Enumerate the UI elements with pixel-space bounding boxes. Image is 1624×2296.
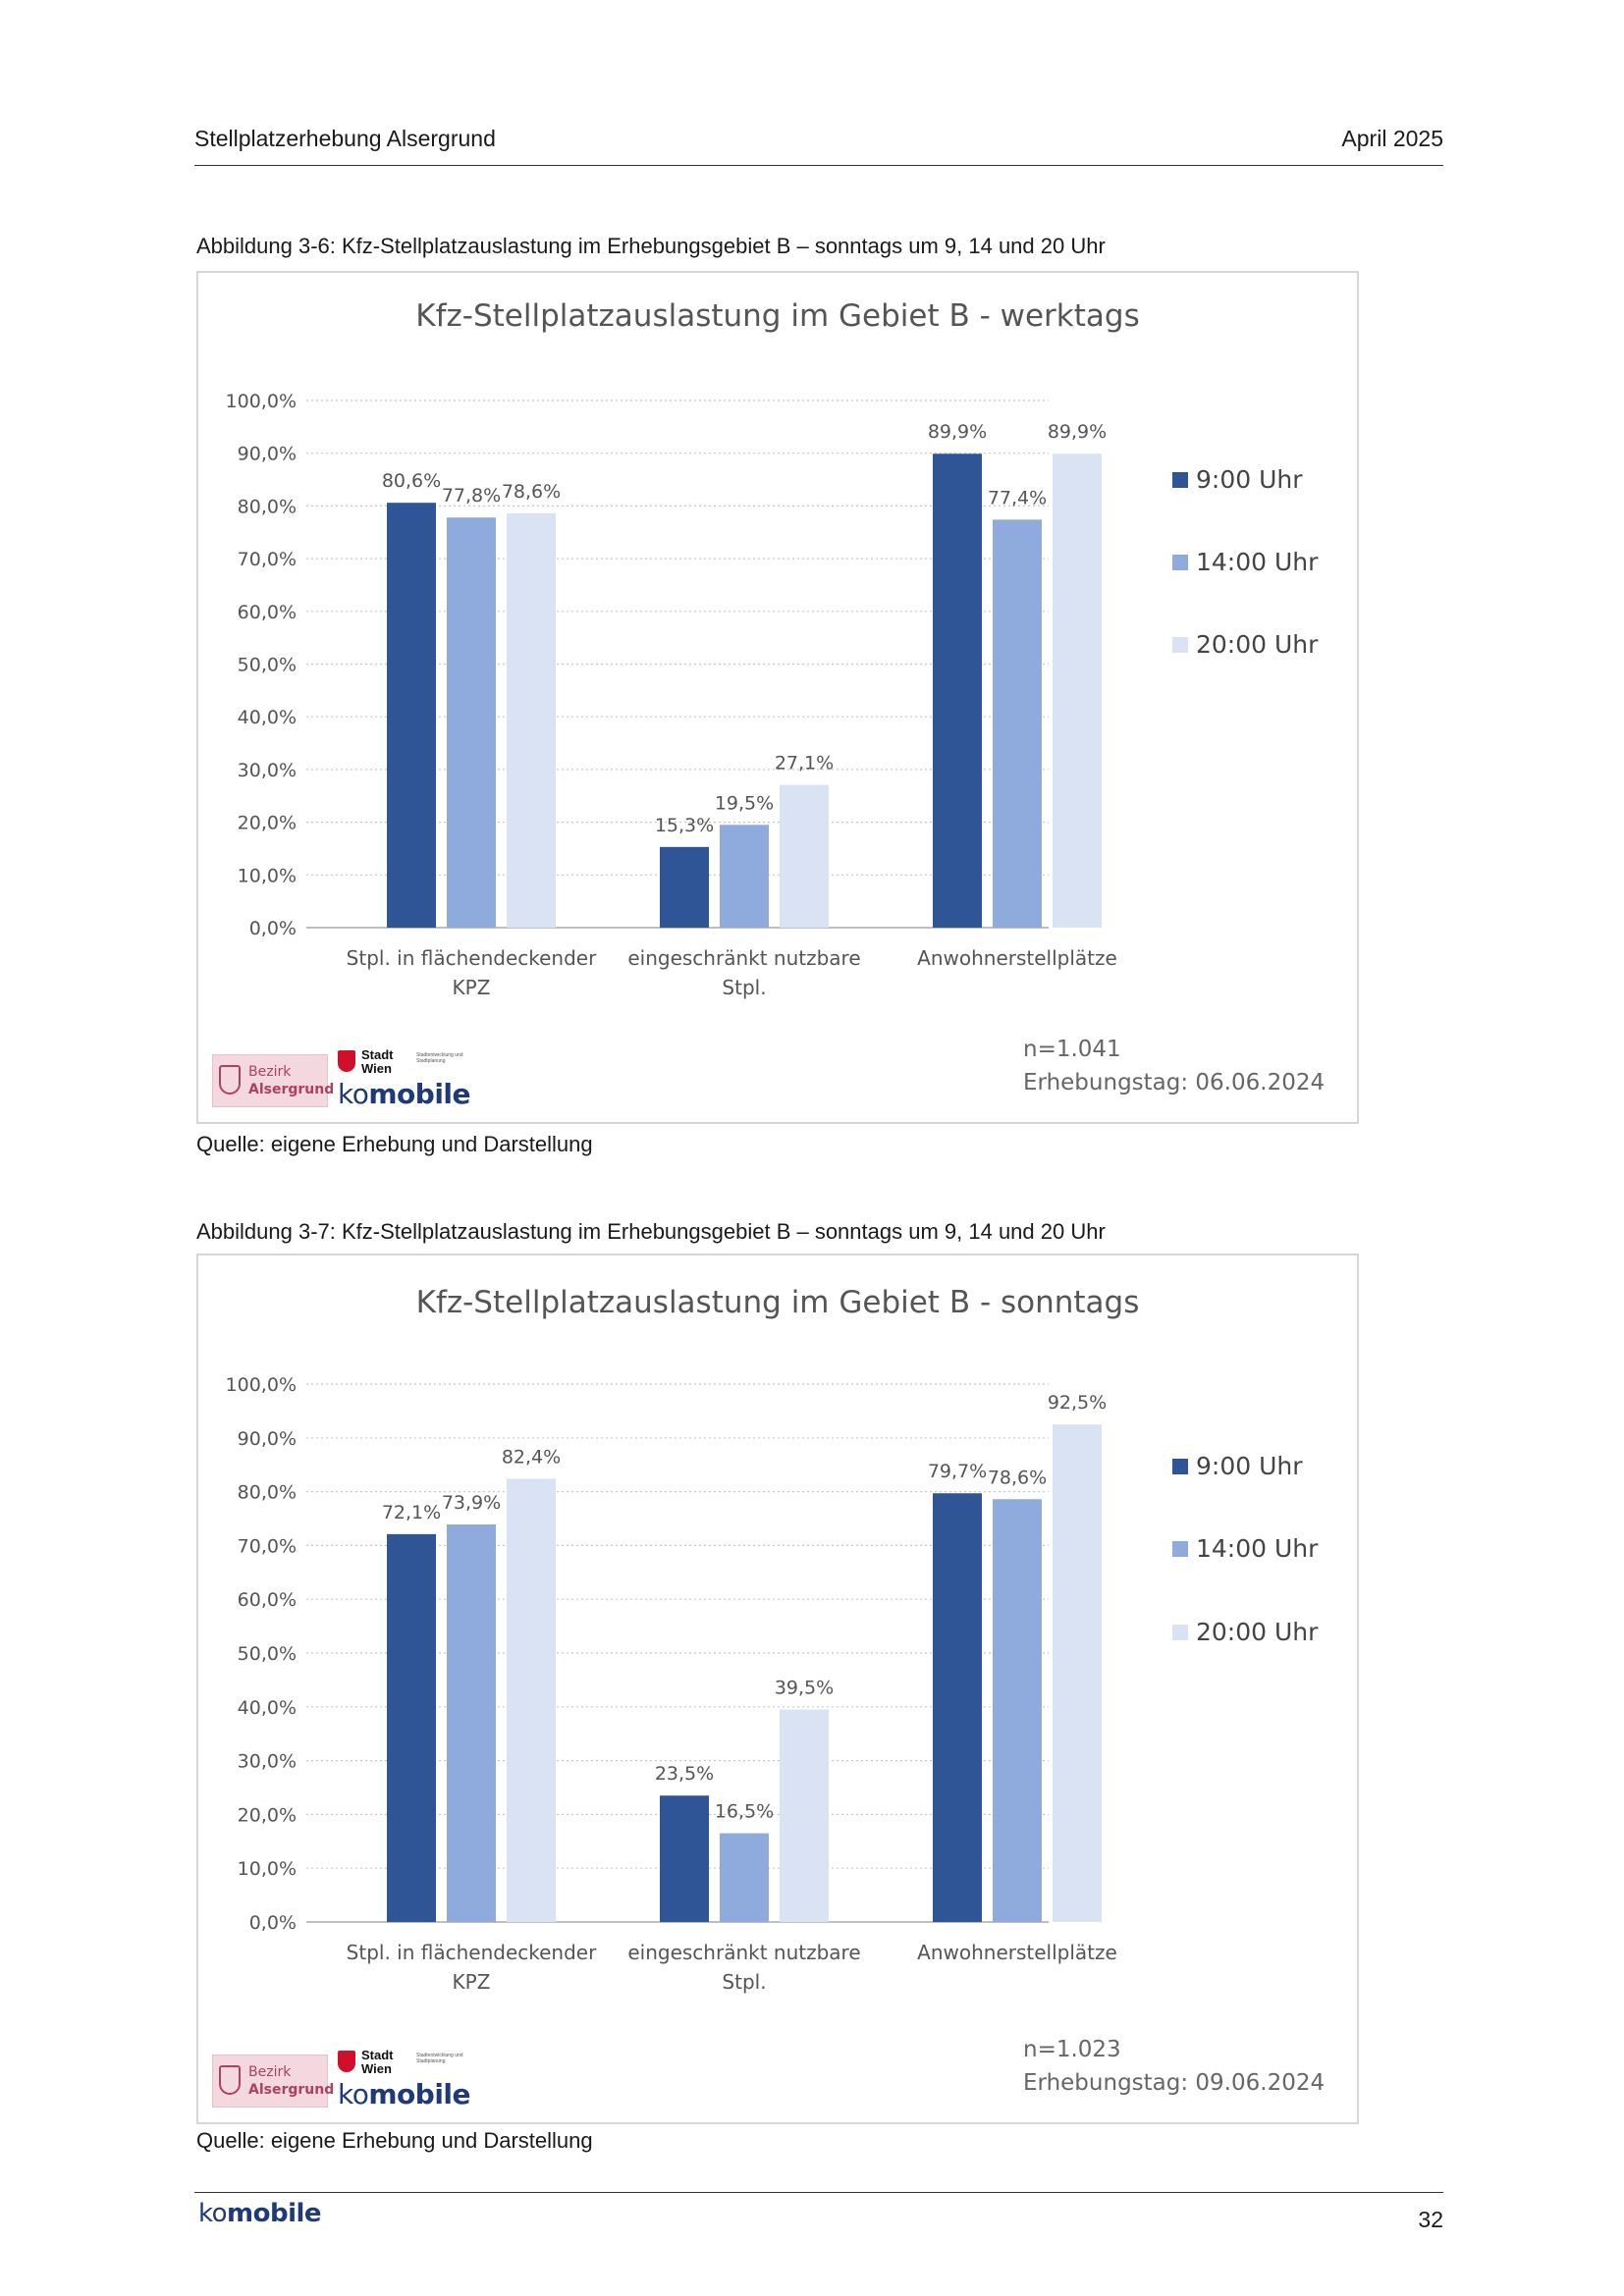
bar (660, 847, 709, 928)
bar (660, 1795, 709, 1922)
logo-group (212, 1048, 497, 1109)
survey-date: Erhebungstag: 06.06.2024 (1023, 1070, 1326, 1095)
legend-swatch (1172, 1459, 1188, 1474)
stadt-wien-logo: Stadt Wien Stadtentwicklung und Stadtplanung (338, 2049, 475, 2078)
wien-shield-icon (338, 2051, 355, 2072)
stadt-wien-logo: Stadt Wien Stadtentwicklung und Stadtplanung (338, 1048, 475, 1078)
survey-date: Erhebungstag: 09.06.2024 (1023, 2070, 1326, 2096)
y-tick-label: 40,0% (237, 1696, 297, 1719)
legend-label: 9:00 Uhr (1196, 465, 1303, 494)
figure-caption-2: Abbildung 3-7: Kfz-Stellplatzauslastung im Erhebungsgebiet B – sonntags um 9, 14 und 20 Uhr (196, 1219, 1106, 1244)
bar (387, 503, 436, 928)
data-label: 73,9% (441, 1492, 502, 1515)
bezirk-alsergrund-logo: Bezirk Alsergrund (212, 2055, 328, 2108)
data-label: 19,5% (714, 792, 775, 815)
sample-size: n=1.023 (1023, 2037, 1121, 2062)
y-tick-label: 0,0% (248, 1912, 297, 1934)
data-label: 80,6% (381, 470, 442, 493)
y-tick-label: 10,0% (237, 1858, 297, 1881)
category-label: KPZ (452, 1970, 491, 1994)
y-tick-label: 20,0% (237, 1804, 297, 1827)
data-label: 82,4% (501, 1446, 562, 1468)
category-label: Anwohnerstellplätze (917, 1941, 1117, 1964)
legend-swatch (1172, 472, 1188, 488)
y-tick-label: 100,0% (225, 391, 297, 412)
bar (780, 784, 829, 928)
page-header (194, 122, 1443, 166)
data-label: 16,5% (714, 1800, 775, 1823)
bar (447, 1524, 496, 1922)
y-tick-label: 40,0% (237, 707, 297, 729)
document-title: Stellplatzerhebung Alsergrund (194, 126, 496, 151)
y-tick-label: 30,0% (237, 759, 297, 781)
logo-group (212, 2049, 497, 2109)
y-tick-label: 20,0% (237, 812, 297, 834)
y-tick-label: 30,0% (237, 1750, 297, 1773)
footer-rule (194, 2192, 1443, 2193)
figure-source-2: Quelle: eigene Erhebung und Darstellung (196, 2128, 593, 2153)
data-label: 78,6% (987, 1467, 1048, 1489)
sample-size: n=1.041 (1023, 1037, 1121, 1062)
bar (1053, 454, 1102, 928)
data-label: 77,8% (441, 485, 502, 507)
footer-komobile-logo: komobile (198, 2199, 322, 2228)
komobile-logo: komobile (338, 1078, 470, 1110)
data-label: 89,9% (927, 421, 988, 444)
category-label: eingeschränkt nutzbare (627, 946, 861, 970)
bar (720, 825, 769, 928)
bar (387, 1534, 436, 1922)
category-label: Stpl. (722, 1970, 767, 1994)
y-tick-label: 50,0% (237, 1643, 297, 1665)
y-tick-label: 50,0% (237, 654, 297, 676)
crest-icon (219, 1065, 241, 1095)
bar (993, 1499, 1042, 1922)
bar (933, 454, 982, 928)
y-tick-label: 80,0% (237, 1481, 297, 1504)
figure-caption-1: Abbildung 3-6: Kfz-Stellplatzauslastung im Erhebungsgebiet B – sonntags um 9, 14 und 20 Uhr (196, 234, 1106, 258)
page-number: 32 (1418, 2207, 1443, 2232)
bar (780, 1710, 829, 1922)
y-tick-label: 10,0% (237, 865, 297, 887)
bar (993, 519, 1042, 928)
y-tick-label: 100,0% (225, 1374, 297, 1396)
bar-chart-sonntags (198, 1255, 1357, 2122)
y-tick-label: 90,0% (237, 443, 297, 465)
category-label: eingeschränkt nutzbare (627, 1941, 861, 1964)
data-label: 23,5% (654, 1763, 715, 1786)
bar-chart-werktags (198, 273, 1357, 1122)
bar (507, 513, 556, 928)
data-label: 39,5% (774, 1677, 835, 1699)
data-label: 92,5% (1047, 1392, 1108, 1415)
bar (933, 1493, 982, 1922)
y-tick-label: 70,0% (237, 1535, 297, 1558)
y-tick-label: 60,0% (237, 601, 297, 623)
crest-icon (219, 2065, 241, 2095)
data-label: 89,9% (1047, 421, 1108, 444)
data-label: 15,3% (654, 814, 715, 836)
y-tick-label: 90,0% (237, 1427, 297, 1450)
bar (720, 1834, 769, 1922)
chart-panel-sonntags (196, 1254, 1359, 2124)
komobile-logo: komobile (338, 2078, 470, 2110)
data-label: 79,7% (927, 1461, 988, 1483)
category-label: Stpl. in flächendeckender (346, 1941, 597, 1964)
wien-shield-icon (338, 1050, 355, 1072)
data-label: 27,1% (774, 752, 835, 774)
y-tick-label: 70,0% (237, 549, 297, 571)
legend-swatch (1172, 1541, 1188, 1557)
y-tick-label: 0,0% (248, 918, 297, 939)
legend-label: 14:00 Uhr (1196, 1534, 1319, 1563)
document-date: April 2025 (1341, 126, 1443, 151)
chart-title: Kfz-Stellplatzauslastung im Gebiet B - werktags (415, 298, 1140, 334)
legend-swatch (1172, 637, 1188, 653)
legend-label: 14:00 Uhr (1196, 548, 1319, 576)
figure-source-1: Quelle: eigene Erhebung und Darstellung (196, 1132, 593, 1156)
category-label: Stpl. in flächendeckender (346, 946, 597, 970)
bar (1053, 1424, 1102, 1922)
legend-swatch (1172, 555, 1188, 570)
legend-label: 9:00 Uhr (1196, 1452, 1303, 1480)
legend-swatch (1172, 1625, 1188, 1640)
legend-label: 20:00 Uhr (1196, 630, 1319, 659)
category-label: KPZ (452, 976, 491, 999)
y-tick-label: 60,0% (237, 1589, 297, 1612)
y-tick-label: 80,0% (237, 496, 297, 518)
bezirk-alsergrund-logo: Bezirk Alsergrund (212, 1054, 328, 1107)
bar (447, 517, 496, 928)
data-label: 72,1% (381, 1501, 442, 1523)
chart-panel-werktags (196, 271, 1359, 1124)
data-label: 78,6% (501, 480, 562, 503)
data-label: 77,4% (987, 487, 1048, 509)
category-label: Stpl. (722, 976, 767, 999)
legend-label: 20:00 Uhr (1196, 1618, 1319, 1646)
category-label: Anwohnerstellplätze (917, 946, 1117, 970)
bar (507, 1478, 556, 1922)
chart-title: Kfz-Stellplatzauslastung im Gebiet B - sonntags (415, 1285, 1140, 1320)
